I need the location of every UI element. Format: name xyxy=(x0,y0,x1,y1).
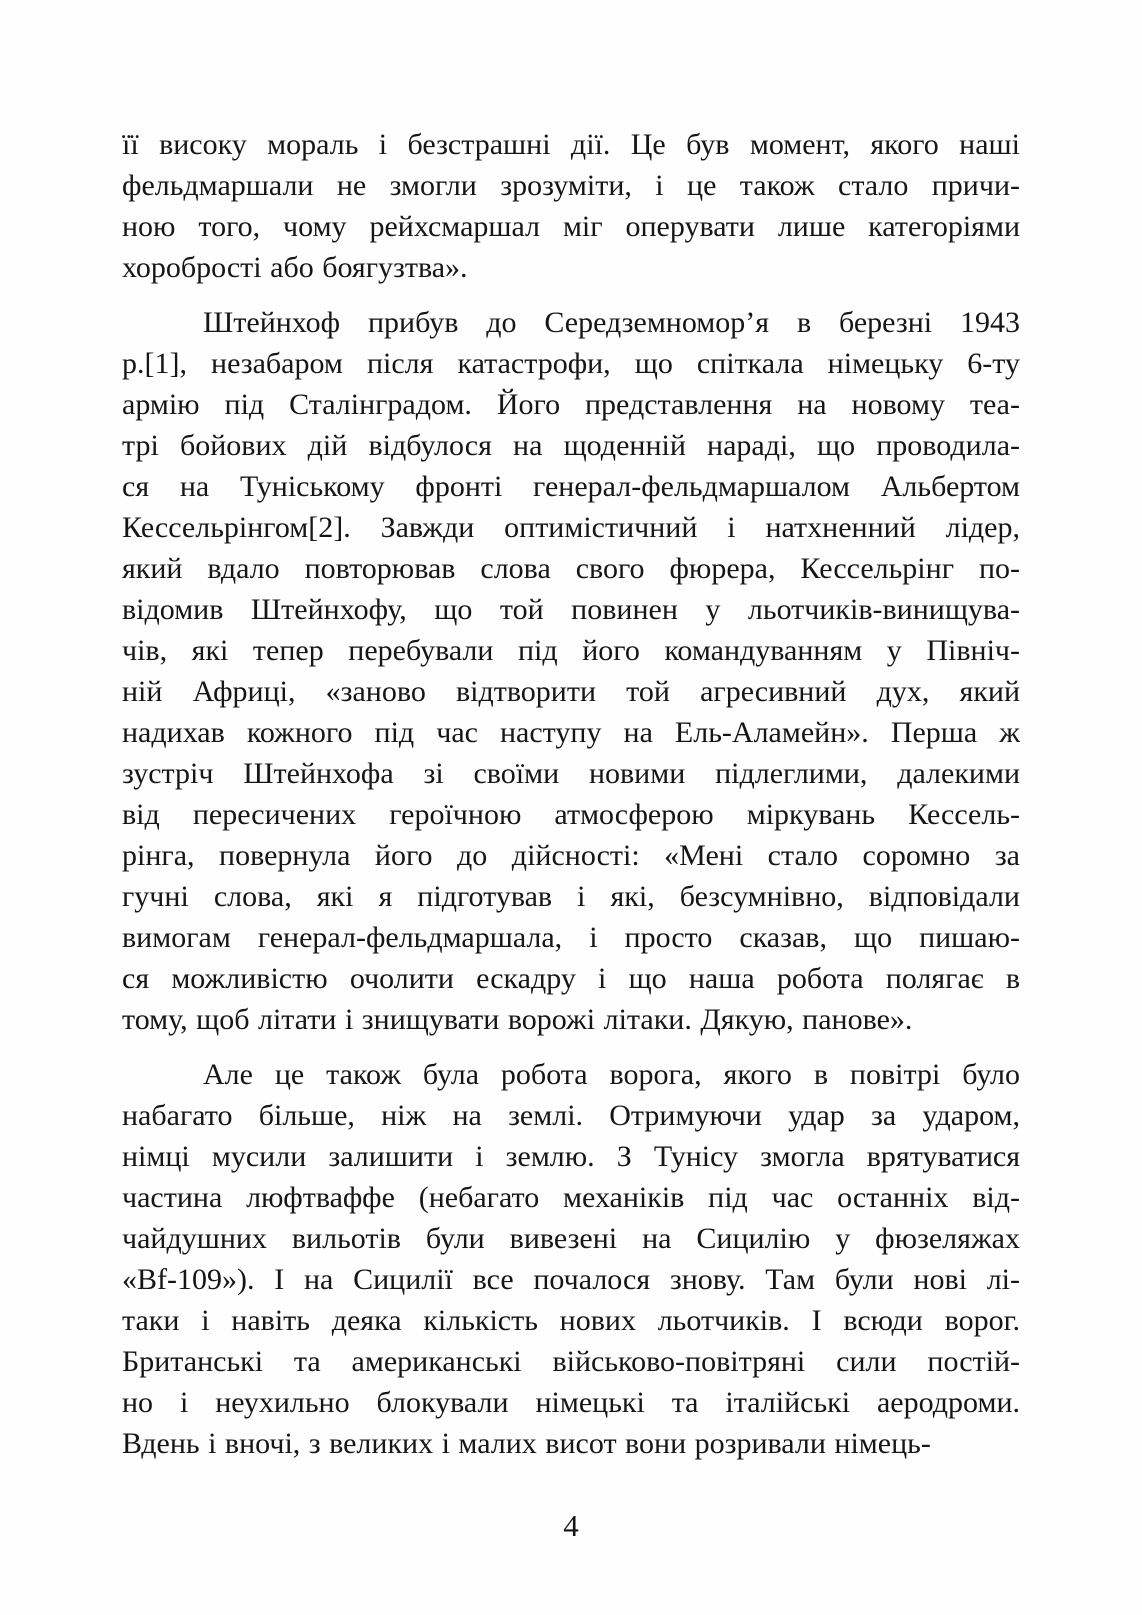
text-line: чайдушних вильотів були вивезені на Сицилію у фюзеляжах xyxy=(122,1222,1020,1255)
text-line: німці мусили залишити і землю. З Тунісу змогла врятуватися xyxy=(122,1140,1020,1173)
text-line: надихав кожного під час наступу на Ель-Аламейн». Перша ж xyxy=(122,716,1020,749)
text-line: тому, щоб літати і знищувати ворожі літаки. Дякую, панове». xyxy=(122,1003,913,1036)
text-line: Вдень і вночі, з великих і малих висот вони розривали німець- xyxy=(122,1427,931,1460)
body-text xyxy=(122,124,1020,1464)
paragraph xyxy=(122,1054,1020,1464)
text-line: від пересичених героїчною атмосферою міркувань Кессель- xyxy=(122,798,1020,831)
text-line: який вдало повторював слова свого фюрера, Кессельрінг по- xyxy=(122,552,1020,585)
page-number: 4 xyxy=(563,1508,579,1543)
text-line: «Bf-109»). І на Сицилії все почалося знову. Там були нові лі- xyxy=(122,1263,1020,1296)
text-line: ній Африці, «заново відтворити той агресивний дух, який xyxy=(122,675,1020,708)
text-line: ся на Туніському фронті генерал-фельдмаршалом Альбертом xyxy=(122,470,1020,503)
text-line: ся можливістю очолити ескадру і що наша робота полягає в xyxy=(122,962,1020,995)
text-line: Але це також була робота ворога, якого в повітрі було xyxy=(203,1058,1020,1091)
text-line: її високу мораль і безстрашні дії. Це був момент, якого наші xyxy=(122,128,1020,161)
text-line: рінга, повернула його до дійсності: «Мені стало соромно за xyxy=(122,839,1020,872)
text-line: відомив Штейнхофу, що той повинен у льотчиків-винищува- xyxy=(122,593,1020,626)
text-line: чів, які тепер перебували під його командуванням у Північ- xyxy=(122,634,1020,667)
text-line: но і неухильно блокували німецькі та італійські аеродроми. xyxy=(122,1386,1020,1419)
paragraph xyxy=(122,302,1020,1040)
text-line: набагато більше, ніж на землі. Отримуючи удар за ударом, xyxy=(122,1099,1020,1132)
text-line: ною того, чому рейхсмаршал міг оперувати лише категоріями xyxy=(122,210,1020,243)
paragraph xyxy=(122,124,1020,288)
text-line: фельдмаршали не змогли зрозуміти, і це також стало причи- xyxy=(122,169,1020,202)
text-line: Штейнхоф прибув до Середземномор’я в березні 1943 xyxy=(203,306,1020,339)
text-line: Британські та американські військово-повітряні сили постій- xyxy=(122,1345,1020,1378)
text-line: армію під Сталінградом. Його представлення на новому теа- xyxy=(122,388,1020,421)
text-line: зустріч Штейнхофа зі своїми новими підлеглими, далекими xyxy=(122,757,1020,790)
text-line: хоробрості або боягузтва». xyxy=(122,251,468,284)
text-line: таки і навіть деяка кількість нових льотчиків. І всюди ворог. xyxy=(122,1304,1020,1337)
text-line: гучні слова, які я підготував і які, безсумнівно, відповідали xyxy=(122,880,1020,913)
text-line: вимогам генерал-фельдмаршала, і просто сказав, що пишаю- xyxy=(122,921,1020,954)
text-line: трі бойових дій відбулося на щоденній нараді, що проводила- xyxy=(122,429,1020,462)
text-line: частина люфтваффе (небагато механіків під час останніх від- xyxy=(122,1181,1020,1214)
text-line: р.[1], незабаром після катастрофи, що спіткала німецьку 6-ту xyxy=(122,347,1020,380)
text-line: Кессельрінгом[2]. Завжди оптимістичний і натхненний лідер, xyxy=(122,511,1020,544)
